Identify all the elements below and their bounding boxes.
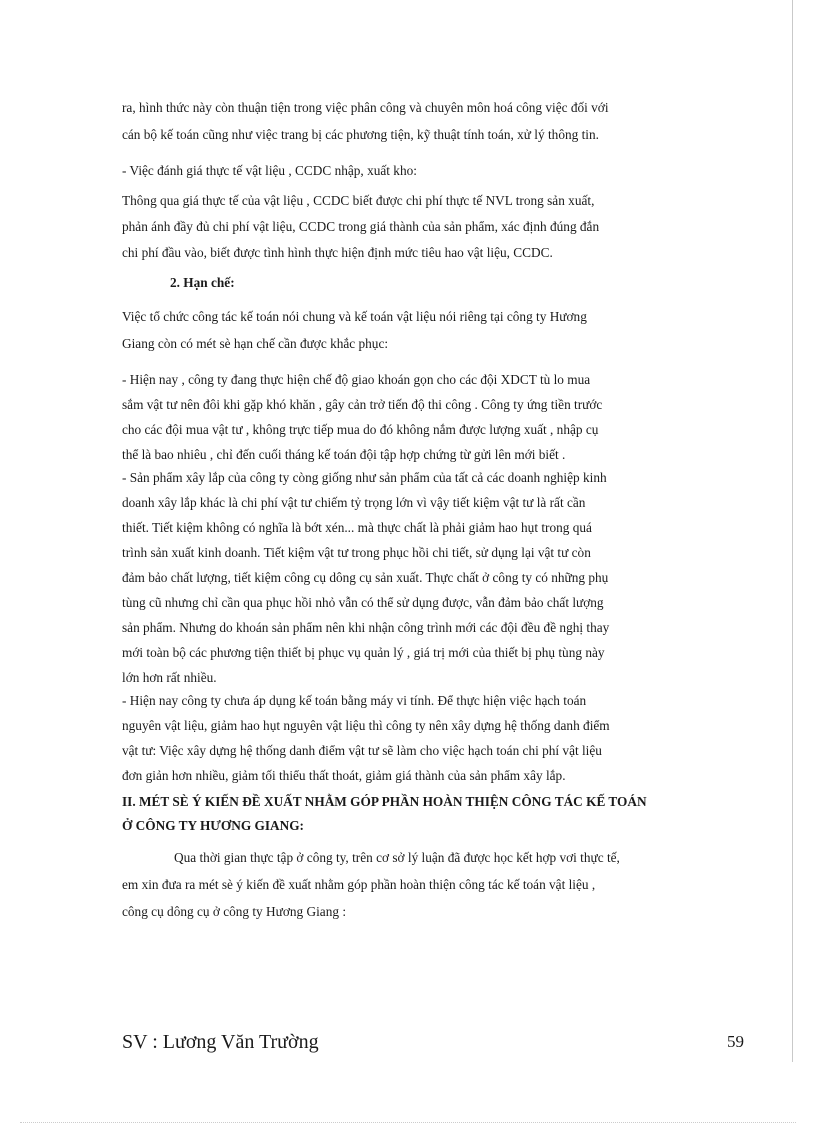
paragraph-8 (122, 850, 728, 920)
text-line: - Sản phẩm xây lắp của công ty còng giống như sản phẩm của tất cả các doanh nghiệp kinh (122, 470, 607, 485)
paragraph-5 (122, 372, 728, 463)
text-line: đảm bảo chất lượng, tiết kiệm công cụ dông cụ sản xuất. Thực chất ở công ty có những phụ (122, 570, 609, 585)
text-line: cán bộ kế toán cũng như việc trang bị các phương tiện, kỹ thuật tính toán, xử lý thông tin. (122, 127, 599, 142)
text-line: trình sản xuất kinh doanh. Tiết kiệm vật tư trong phục hồi chi tiết, sử dụng lại vật tư còn (122, 545, 591, 560)
text-line: lớn hơn rất nhiều. (122, 670, 217, 685)
text-line: phản ánh đầy đủ chi phí vật liệu, CCDC trong giá thành của sản phẩm, xác định đúng đắn (122, 219, 600, 234)
text-line: - Hiện nay , công ty đang thực hiện chế độ giao khoán gọn cho các đội XDCT tù lo mua (122, 372, 591, 387)
text-line: nguyên vật liệu, giảm hao hụt nguyên vật liệu thì công ty nên xây dựng hệ thống danh điểm (122, 718, 610, 733)
paragraph-7 (122, 693, 728, 784)
paragraph-1 (122, 100, 728, 143)
text-line: Việc tổ chức công tác kế toán nói chung và kế toán vật liệu nói riêng tại công ty Hương (122, 309, 587, 324)
text-line: sắm vật tư nên đôi khi gặp khó khăn , gây cản trở tiến độ thi công . Công ty ứng tiền trước (122, 397, 603, 412)
text-line: thiết. Tiết kiệm không có nghĩa là bớt xén... mà thực chất là phải giảm hao hụt trong quá (122, 520, 592, 535)
paragraph-2: - Việc đánh giá thực tế vật liệu , CCDC nhập, xuất kho: (122, 163, 417, 178)
text-line: thể là bao nhiêu , chỉ đến cuối tháng kế toán đội tập hợp chứng từ gửi lên mới biết . (122, 447, 566, 462)
body-text (122, 100, 728, 920)
text-line: vật tư: Việc xây dựng hệ thống danh điểm vật tư sẽ làm cho việc hạch toán chi phí vật liệu (122, 743, 602, 758)
paragraph-4 (122, 309, 728, 352)
text-line: cho các đội mua vật tư , không trực tiếp mua do đó không nắm được lượng xuất , nhập cụ (122, 422, 599, 437)
text-line: em xin đưa ra mét sè ý kiến đề xuất nhằm góp phần hoàn thiện công tác kế toán vật liệu , (122, 877, 596, 892)
right-margin-rule (792, 0, 793, 1062)
text-line: chi phí đầu vào, biết được tình hình thực hiện định mức tiêu hao vật liệu, CCDC. (122, 245, 553, 260)
text-line: mới toàn bộ các phương tiện thiết bị phục vụ quản lý , giá trị mới của thiết bị phụ tùng này (122, 645, 605, 660)
heading-line: Ở CÔNG TY HƯƠNG GIANG: (122, 818, 304, 833)
text-line: ra, hình thức này còn thuận tiện trong việc phân công và chuyên môn hoá công việc đối với (122, 100, 609, 115)
text-line: đơn giản hơn nhiều, giảm tối thiểu thất thoát, giảm giá thành của sản phẩm xây lắp. (122, 768, 566, 783)
paragraph-6 (122, 470, 728, 686)
text-line: - Hiện nay công ty chưa áp dụng kế toán bằng máy vi tính. Để thực hiện việc hạch toán (122, 693, 587, 708)
footer-author: SV : Lương Văn Trường (122, 1031, 319, 1053)
text-line: công cụ dông cụ ở công ty Hương Giang : (122, 904, 347, 919)
page-number: 59 (727, 1032, 744, 1051)
section-heading-proposals (122, 794, 728, 834)
heading-line: II. MÉT SÈ Ý KIẾN ĐỀ XUẤT NHẰM GÓP PHẦN HOÀN THIỆN CÔNG TÁC KẾ TOÁN (122, 794, 647, 809)
text-line: Qua thời gian thực tập ở công ty, trên cơ sở lý luận đã được học kết hợp vơi thực tế, (174, 850, 620, 865)
text-line: Giang còn có mét sè hạn chế cần được khắc phục: (122, 336, 389, 351)
text-line: Thông qua giá thực tế của vật liệu , CCDC biết được chi phí thực tế NVL trong sản xuất, (122, 193, 595, 208)
paragraph-3 (122, 193, 728, 261)
section-heading-limitations: 2. Hạn chế: (170, 275, 235, 290)
text-line: tùng cũ nhưng chỉ cần qua phục hồi nhỏ vẫn có thể sử dụng được, vẫn đảm bảo chất lượng (122, 595, 604, 610)
text-line: doanh xây lắp khác là chi phí vật tư chiếm tỷ trọng lớn vì vậy tiết kiệm vật tư là rất cần (122, 495, 586, 510)
text-line: sản phẩm. Nhưng do khoán sản phẩm nên khi nhận công trình mới các đội đều đề nghị thay (122, 620, 610, 635)
